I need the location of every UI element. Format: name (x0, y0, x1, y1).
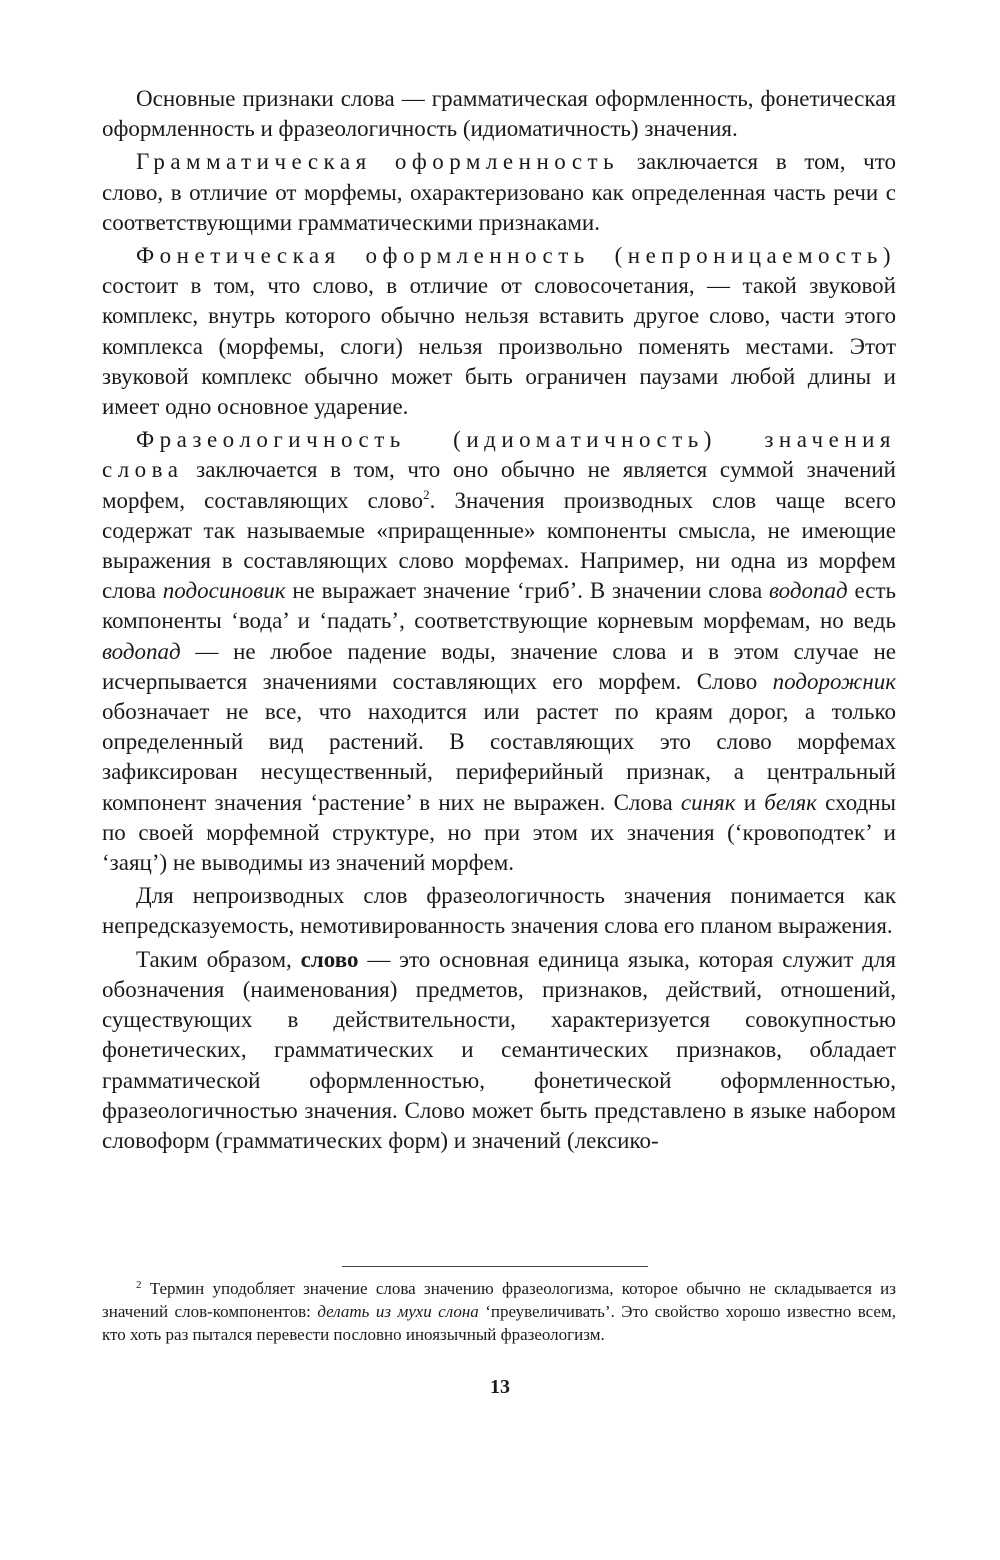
paragraph-text: . Значения производных слов чаще всего содержат так называемые «приращенные» компоненты смысла, не имеющие выражения в составляющих слово морфемах. Например, ни одна из морфем слова (102, 487, 896, 604)
page-body (102, 84, 896, 1159)
paragraph-text: и (735, 789, 765, 815)
paragraph-phonetic-form (102, 241, 896, 422)
example-word: подорожник (772, 668, 896, 694)
term-phraseology: Фразеологичность (идиоматичность) значения слова (102, 427, 896, 483)
example-word: синяк (680, 789, 736, 815)
paragraph-text: Для непроизводных слов фразеологичность значения понимается как непредсказуемость, немотивированность значения слова его планом выражения. (102, 883, 896, 939)
paragraph-main-features (102, 84, 896, 144)
footnote-text: ‘преувеличивать’. Это свойство хорошо известно всем, кто хоть раз пытался перевести пословно иноязычный фразеологизм. (102, 1302, 896, 1344)
paragraph-text: — не любое падение воды, значение слова и в этом случае не исчерпывается значениями составляющих его морфем. Слово (102, 638, 896, 694)
paragraph-non-derived (102, 881, 896, 941)
paragraph-text: обозначает не все, что находится или растет по краям дорог, а только определенный вид растений. В составляющих это слово морфемах зафиксирован несущественный, периферийный признак, а центральный компонент значения ‘растение’ в них не выражен. Слова (102, 699, 896, 815)
paragraph-text: заключается в том, что слово, в отличие от морфемы, охарактеризовано как определенная часть речи с соответствующими грамматическими признаками. (102, 149, 896, 235)
paragraph-text: — это основная единица языка, которая служит для обозначения (наименования) предметов, признаков, действий, отношений, существующих в действительности, характеризуется совокупностью фонетических, грамматических и семантических признаков, обладает грамматической оформленностью, фонетической оформленностью, фразеологичностью значения. Слово может быть представлено в языке набором словоформ (грамматических форм) и значений (лексико- (102, 946, 897, 1153)
paragraph-text: Основные признаки слова — грамматическая оформленность, фонетическая оформленность и фразеологичность (идиоматичность) значения. (102, 86, 896, 142)
term-phonetic-form: Фонетическая оформленность (непроницаемость) (136, 243, 896, 269)
footnote-number: 2 (136, 1279, 142, 1291)
term-word: слово (300, 946, 359, 972)
paragraph-text: заключается в том, что оно обычно не является суммой значений морфем, составляющих слово (102, 457, 896, 513)
paragraph-text: не выражает значение ‘гриб’. В значении слова (285, 578, 769, 604)
example-word: беляк (764, 789, 817, 815)
footnote-reference[interactable]: 2 (423, 486, 430, 502)
footnote-text: Термин уподобляет значение слова значению фразеологизма, которое обычно не складывается из значений слов-компонентов: (102, 1279, 896, 1321)
footnote (102, 1277, 896, 1346)
example-word: подосиновик (162, 578, 286, 604)
paragraph-text: есть компоненты ‘вода’ и ‘падать’, соответствующие корневым морфемам, но ведь (102, 578, 896, 634)
paragraph-grammatical-form (102, 147, 896, 238)
page-number: 13 (490, 1376, 510, 1398)
footnote-example: делать из мухи слона (317, 1302, 479, 1321)
paragraph-phraseology (102, 425, 896, 878)
term-grammatical-form: Грамматическая оформленность (136, 149, 620, 175)
paragraph-definition (102, 945, 896, 1156)
paragraph-text: Таким образом, (136, 946, 301, 972)
paragraph-text: состоит в том, что слово, в отличие от словосочетания, — такой звуковой комплекс, внутрь которого обычно нельзя вставить другое слово, части этого комплекса (морфемы, слоги) нельзя произвольно поменять местами. Этот звуковой комплекс обычно может быть ограничен паузами любой длины и имеет одно основное ударение. (102, 273, 896, 420)
paragraph-text: сходны по своей морфемной структуре, но при этом их значения (‘кровоподтек’ и ‘заяц’) не выводимы из значений морфем. (102, 789, 896, 876)
example-word: водопад (768, 578, 848, 604)
footnote-divider (342, 1266, 648, 1267)
example-word: водопад (102, 638, 181, 664)
